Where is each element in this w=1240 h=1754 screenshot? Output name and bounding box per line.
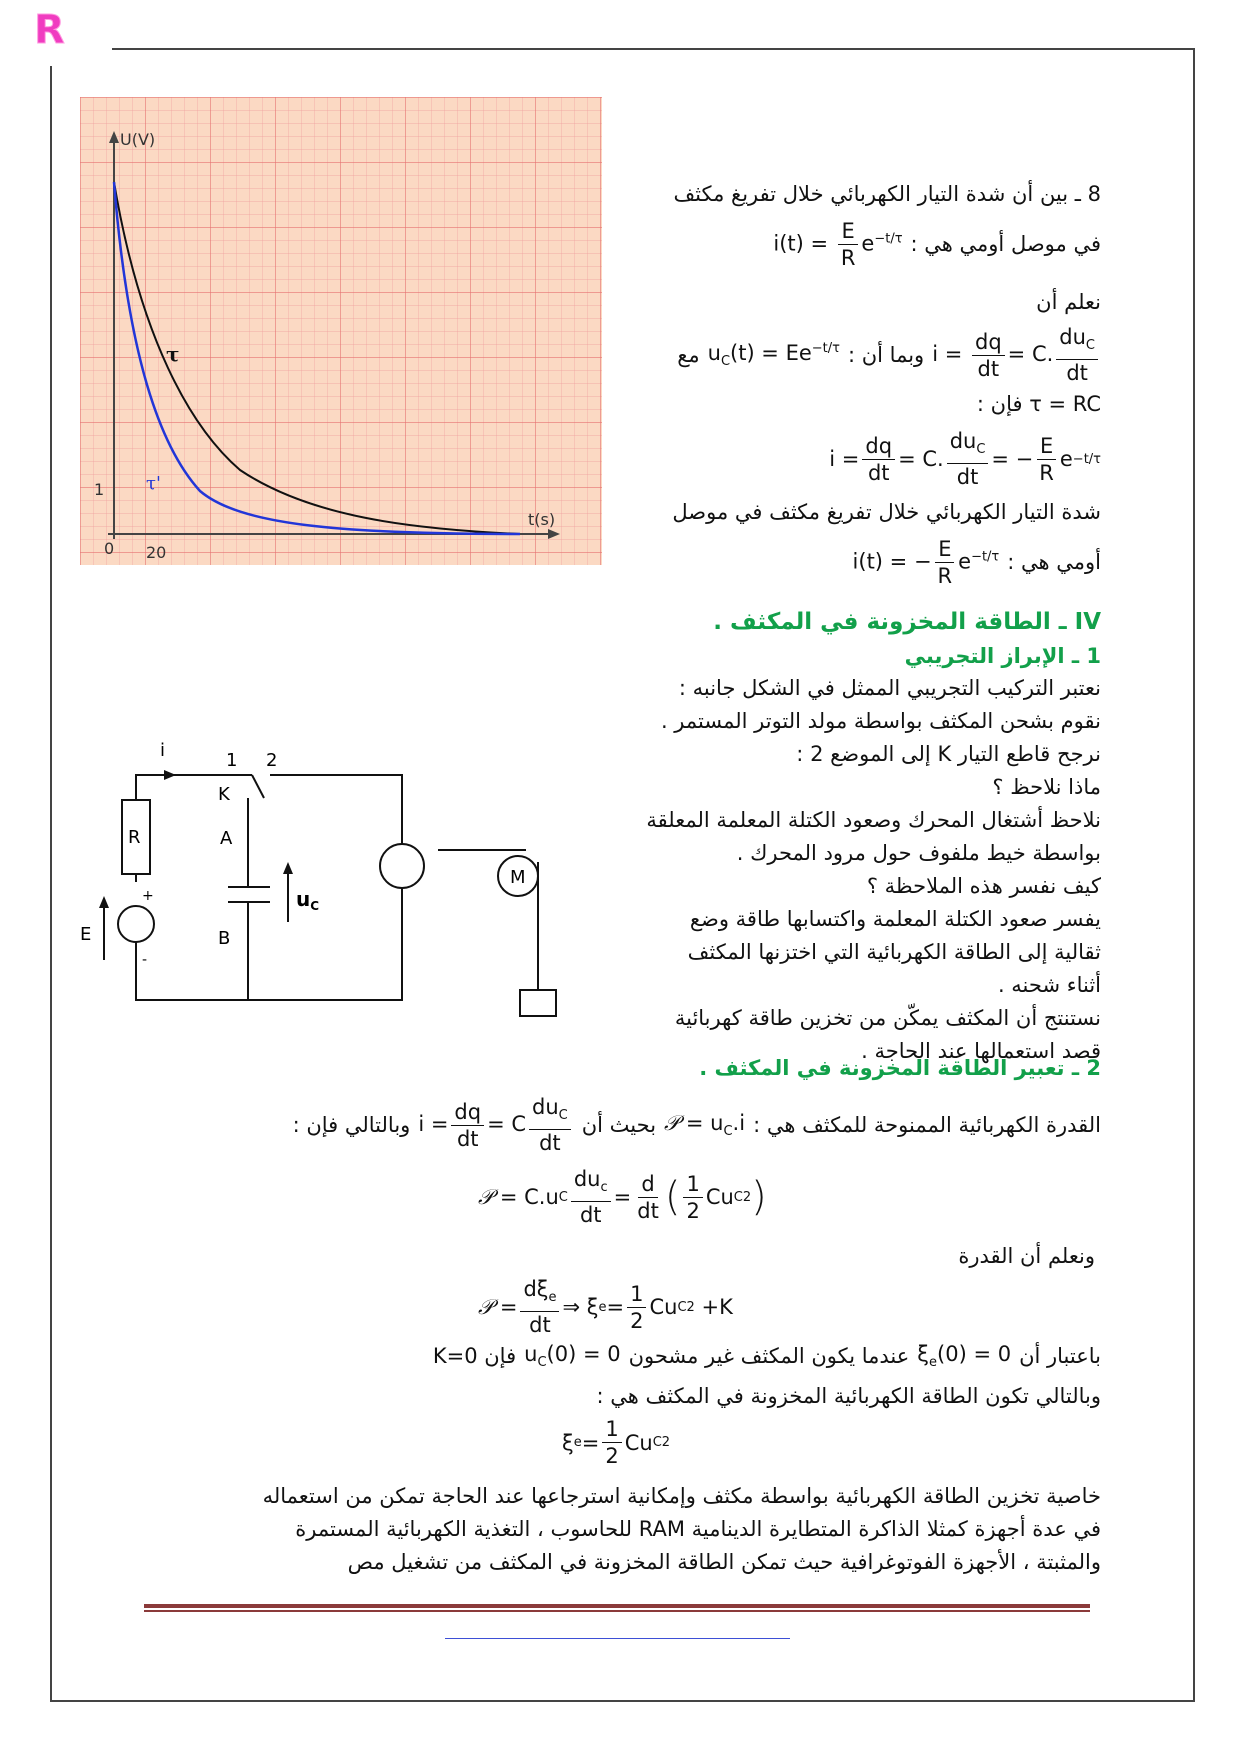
power-line-c: وبالتالي فإن : [292,1112,411,1137]
graph-grid [80,97,602,565]
eq-i-dq-n2: $du_C$ [1056,324,1098,360]
eq-i-dq-n1: dq [972,329,1005,356]
eq-i-c: i = $\frac{dq}{dt}$ = C $\frac{du_C}{dt}$ [418,1094,573,1156]
circuit-uc: $u_C$ [296,887,320,913]
circuit-e: E [80,924,92,945]
s8-line4 [677,324,1101,386]
circuit-k: K [218,784,230,805]
eq-i-t-num: E [838,218,857,245]
frame-right-border [1193,48,1195,1700]
section4-title: IV ـ الطاقة المخزونة في المكثف . [713,609,1101,635]
and-know: ونعلم أن القدرة [958,1244,1095,1268]
x-axis-label: t(s) [528,510,556,529]
logo: R [34,7,65,53]
y-axis-label: U(V) [120,130,156,149]
mass [520,990,556,1016]
para-line: قصد استعمالها عند الحاجة . [861,1039,1101,1063]
footer-separator [144,1604,1090,1608]
final-line: والمثبتة ، الأجهزة الفوتوغرافية حيث تمكن الطاقة المخزونة في المكثف من تشغيل مص [347,1550,1101,1574]
considering-b: عندما يكون المكثف غير مشحون [628,1344,910,1368]
eq-i-dq-d1: dt [977,356,1000,381]
s8-line2-text: في موصل أومي هي : [910,232,1101,256]
uc-arrow-head [283,862,293,874]
origin-label: 0 [104,539,115,558]
circuit-diagram [80,742,570,1032]
footer-separator-thin [144,1610,1090,1612]
considering-line [433,1340,1101,1373]
power-line-a: القدرة الكهربائية الممنوحة للمكثف هي : [753,1112,1101,1137]
para-line: نعتبر التركيب التجريبي الممثل في الشكل جانبه : [678,676,1101,700]
s8-line1: 8 ـ بين أن شدة التيار الكهربائي خلال تفريغ مكثف [673,182,1101,206]
eq-i-dq-d2: dt [1066,361,1088,386]
power-line [293,1094,1101,1156]
s8-line6: شدة التيار الكهربائي خلال تفريغ مكثف في موصل [672,500,1101,524]
final-line: خاصية تخزين الطاقة الكهربائية بواسطة مكثف وإمكانية استرجاعها عند الحاجة تمكن من استعماله [262,1484,1101,1508]
final-paragraph [263,1480,1101,1579]
s8-line7-text: أومي هي : [1007,550,1101,574]
eq-energy-final: ξ e = $\frac{1}{2}$ Cu C 2 [562,1417,671,1468]
circuit-pos1: 1 [226,750,238,771]
para-line: نستنتج أن المكثف يمكّن من تخزين طاقة كهربائية [674,1006,1101,1030]
section4-paragraphs [581,672,1101,1068]
eq-i-dq-mid: = C. [1007,342,1054,367]
e-arrow-head [99,896,109,908]
s8-line2 [773,218,1101,271]
eq-i-t-frac [838,218,859,271]
s8-line4-text-b: مع [677,342,700,367]
frame-bottom-border [50,1700,1195,1702]
eq-i-t [773,218,902,271]
circuit-pos2: 2 [266,750,278,771]
eq-i-dq-frac1 [972,329,1005,382]
tau-prime-label: τ' [146,473,161,494]
para-line: ماذا نلاحظ ؟ [992,775,1101,799]
circuit-minus: - [142,952,148,968]
eq-uc-t: $u_C(t) = Ee^{-t/\tau}$ [707,341,840,370]
para-line: يفسر صعود الكتلة المعلمة واكتسابها طاقة وضع [689,907,1101,931]
eq-i-t-neg: i(t) = − $\frac{E}{R}$ $e^{-t/\tau}$ [852,537,1000,588]
x-tick-label: 20 [146,543,167,562]
para-line: أثناء شحنه . [997,973,1101,997]
eq-i-full: i = $\frac{dq}{dt}$ = C. $\frac{du_C}{dt}$ = − $\frac{E}{R}$ e −t/τ [829,429,1101,490]
eq-p-ui: 𝒫 = $u_C.i$ [664,1111,746,1140]
circuit-i-label: i [160,742,166,761]
eq-uc-zero: $u_C(0) = 0$ [524,1342,621,1371]
eq-i-dq-left: i = [932,342,963,367]
circuit-b: B [218,928,231,949]
final-line: في عدة أجهزة كمثلا الذاكرة المتطايرة الدينامية RAM للحاسوب ، التغذية الكهربائية المستمرة [295,1517,1101,1541]
eq-i-t-exp: −t/τ [874,231,903,247]
circuit-r: R [128,827,141,848]
eq-energy-derivation: 𝒫 = $\frac{d\xi_e}{dt}$ ⇒ ξ e = $\frac{1}{2}$ Cu C 2 +K [478,1277,733,1338]
s8-line7 [853,536,1101,589]
considering-a: باعتبار أن [1019,1344,1101,1368]
para-line: نقوم بشحن المكثف بواسطة مولد التوتر المستمر . [660,709,1101,733]
section4-sub2: 2 ـ تعبير الطاقة المخزونة في المكثف . [699,1056,1101,1080]
circuit-plus: + [142,888,154,904]
frame-left-border [50,66,52,1700]
motor-circle [380,844,424,888]
discharge-graph [80,97,602,565]
i-arrow-head [164,770,176,780]
para-line: نرجح قاطع التيار K إلى الموضع 2 : [796,742,1101,766]
tau-label: τ [166,342,180,366]
eq-i-dq [932,324,1101,386]
para-line: بواسطة خيط ملفوف حول مرود المحرك . [736,841,1101,865]
para-line: كيف نفسر هذه الملاحظة ؟ [866,874,1101,898]
considering-c: فإن K=0 [432,1344,517,1368]
thus-energy: وبالتالي تكون الطاقة الكهربائية المخزونة في المكثف هي : [596,1384,1101,1408]
s8-line5: τ = RC فإن : [976,392,1101,416]
para-line: نلاحظ أشتغال المحرك وصعود الكتلة المعلمة المعلقة [646,808,1101,832]
eq-i-t-e: e [861,231,875,256]
circuit-a: A [220,828,233,849]
circuit-motor: M [510,867,526,888]
power-line-b: بحيث أن [581,1112,657,1137]
eq-i-t-lhs: i(t) = [773,231,829,256]
eq-xi-zero: $\xi_e(0) = 0$ [917,1342,1012,1371]
eq-i-t-den: R [840,246,856,270]
eq-i-dq-frac2 [1056,324,1098,386]
frame-top-border [112,48,1194,50]
section4-sub1: 1 ـ الإبراز التجريبي [904,644,1101,668]
footer-link-underline[interactable] [445,1638,790,1639]
eq-p-derivative: 𝒫 = C.u C $\frac{du_c}{dt}$ = $\frac{d}{dt}$ ( $\frac{1}{2}$ Cu C 2 ) [478,1167,767,1228]
para-line: ثقالية إلى الطاقة الكهربائية التي اختزنها المكثف [687,940,1101,964]
s8-line4-text-a: وبما أن : [847,342,925,367]
s8-line3: نعلم أن [1036,290,1101,314]
y-tick-label: 1 [94,480,105,499]
generator [118,906,154,942]
